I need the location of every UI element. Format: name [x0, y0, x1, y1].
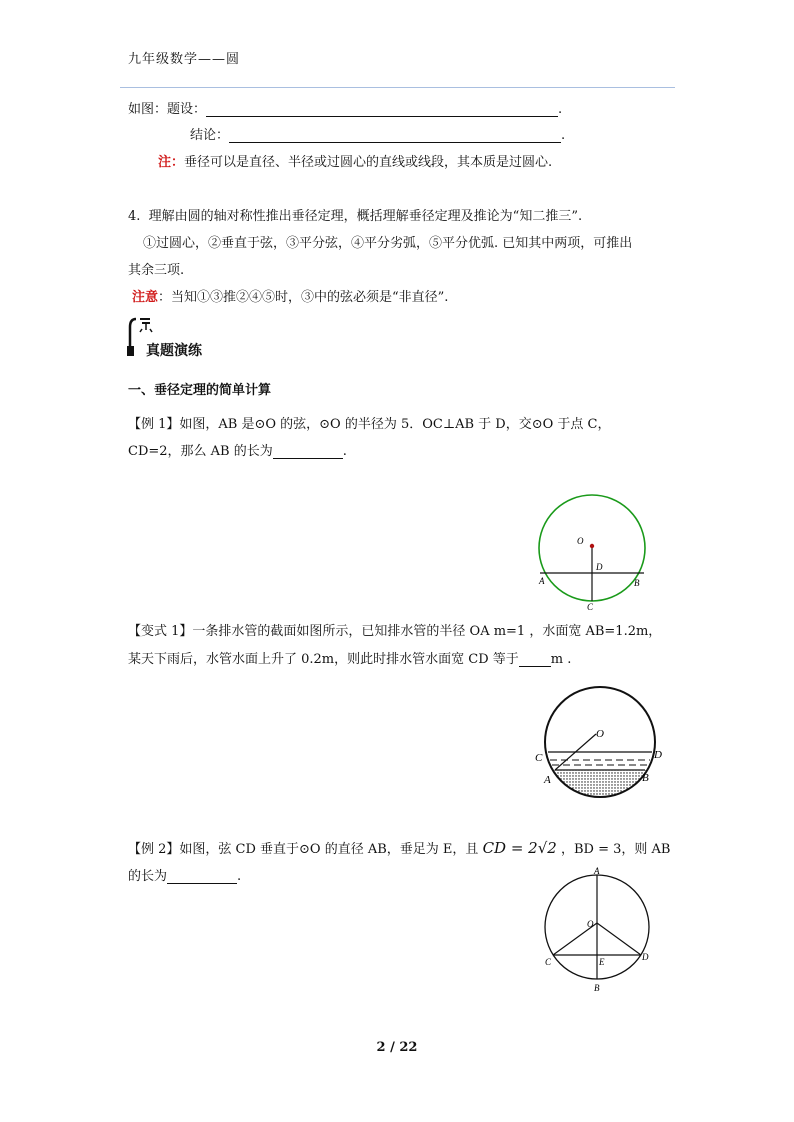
- page-header-title: 九年级数学——圆: [128, 52, 241, 67]
- variant1-label-o: O: [596, 728, 604, 740]
- example1-tag: 【例 1】: [128, 417, 180, 432]
- example1-answer-blank[interactable]: [273, 444, 343, 459]
- header-divider: [120, 87, 675, 88]
- premise-row: [128, 98, 562, 117]
- variant1-water-region: [530, 770, 670, 805]
- item4-note-text: ：当知①③推②④⑤时，③中的弦必须是“非直径”.: [158, 290, 449, 305]
- variant1-answer-blank[interactable]: [519, 652, 551, 667]
- variant1-line2-pre: 某天下雨后，水管水面上升了 0.2m，则此时排水管水面宽 CD 等于: [128, 652, 519, 667]
- example2-label-d: D: [642, 952, 649, 962]
- conclusion-row: [190, 124, 565, 143]
- intro-note-text: 垂径可以是直径、半径或过圆心的直线或线段，其本质是过圆心.: [184, 155, 553, 170]
- variant1-label-d: D: [654, 749, 662, 761]
- example1-label-a: A: [539, 576, 545, 586]
- example2-formula: CD = 2√2: [482, 839, 557, 857]
- item4-line3: 其余三项.: [128, 263, 185, 278]
- example1-figure: [530, 488, 660, 613]
- example1-line2-post: .: [342, 444, 347, 459]
- example1-line2: [128, 440, 347, 459]
- variant1-label-c: C: [535, 752, 543, 764]
- variant1-figure: [530, 685, 670, 805]
- example2-line1: [128, 838, 670, 857]
- example2-line2-pre: 的长为: [128, 869, 168, 884]
- conclusion-end: .: [561, 128, 566, 143]
- variant1-label-a: A: [544, 774, 551, 786]
- example2-label-c: C: [545, 957, 552, 967]
- example2-label-e: E: [599, 957, 605, 967]
- premise-end: .: [558, 102, 563, 117]
- example1-label-c: C: [587, 602, 594, 612]
- example2-figure: [535, 865, 665, 995]
- example2-line1-pre: 如图，弦 CD 垂直于⊙O 的直径 AB，垂足为 E，且: [179, 842, 479, 857]
- example1-label-b: B: [634, 578, 640, 588]
- example1-label-d: D: [596, 562, 603, 572]
- variant1-line1-text: 一条排水管的截面如图所示，已知排水管的半径 OA m=1 ，水面宽 AB=1.2m，: [192, 624, 662, 639]
- example2-tag: 【例 2】: [128, 842, 180, 857]
- item4-line2: ①过圆心，②垂直于弦，③平分弦，④平分劣弧，⑤平分优弧. 已知其中两项，可推出: [143, 236, 633, 251]
- example2-label-b: B: [594, 983, 600, 993]
- item4-line1-text: 理解由圆的轴对称性推出垂径定理，概括理解垂径定理及推论为“知二推三”.: [148, 209, 583, 224]
- conclusion-blank[interactable]: [229, 128, 561, 143]
- example1-line2-pre: CD=2，那么 AB 的长为: [128, 444, 273, 459]
- example1-label-o: O: [577, 536, 584, 546]
- example2-label-o: O: [587, 919, 594, 929]
- item4-line1: [128, 205, 582, 224]
- variant1-line2-post: m .: [550, 652, 572, 667]
- page-number: 2 / 22: [376, 1040, 418, 1055]
- example1-center-point: [590, 544, 594, 548]
- example2-line1-post: ，BD = 3，则 AB: [560, 842, 671, 857]
- section-subheading: 一、垂径定理的简单计算: [128, 383, 272, 398]
- section-heading: 真题演练: [146, 343, 202, 359]
- variant1-line1: [128, 620, 661, 639]
- item4-note-label: 注意: [132, 290, 159, 305]
- intro-note: [158, 151, 552, 170]
- conclusion-label: 结论：: [190, 128, 230, 143]
- example2-answer-blank[interactable]: [167, 869, 237, 884]
- item4-number: 4.: [128, 209, 141, 224]
- example2-segment-od: [597, 923, 641, 955]
- variant1-tag: 【变式 1】: [128, 624, 193, 639]
- variant1-line2: [128, 648, 571, 667]
- example2-label-a: A: [594, 866, 600, 876]
- example1-line1: [128, 413, 610, 432]
- item4-note: [132, 286, 448, 305]
- intro-note-label: 注：: [158, 155, 185, 170]
- example2-line2: [128, 865, 241, 884]
- premise-label: 如图：题设：: [128, 102, 207, 117]
- example2-line2-post: .: [237, 869, 242, 884]
- premise-blank[interactable]: [206, 102, 558, 117]
- variant1-label-b: B: [642, 772, 649, 784]
- example1-line1-text: 如图，AB 是⊙O 的弦，⊙O 的半径为 5．OC⊥AB 于 D，交⊙O 于点 C，: [179, 417, 611, 432]
